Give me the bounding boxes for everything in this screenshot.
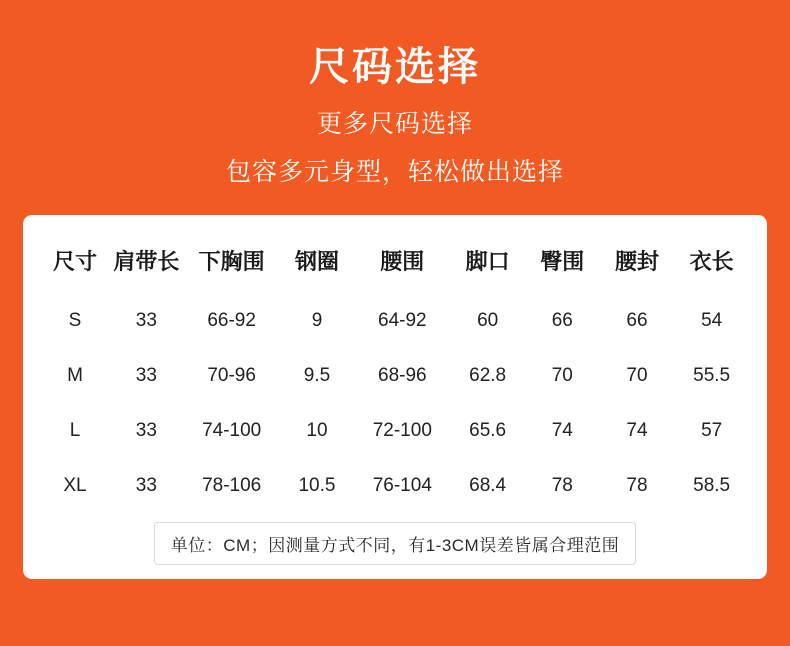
cell-underbust: 74-100 [202,420,262,441]
cell-underbust: 66-92 [207,310,256,331]
column-header-size: 尺寸 [52,249,97,274]
cell-strap-length: 33 [135,310,157,331]
cell-waist: 68-96 [378,365,427,386]
cell-underwire: 10 [306,420,328,441]
column-header-leg-opening: 脚口 [465,249,510,274]
table-header-row [41,231,749,294]
cell-waist-seal: 78 [626,475,648,496]
size-table-card [23,215,767,579]
column-header-waist-seal: 腰封 [614,249,659,274]
cell-waist: 72-100 [372,420,432,441]
cell-strap-length: 33 [135,475,157,496]
measurement-note: 单位：CM；因测量方式不同，有1-3CM误差皆属合理范围 [154,522,636,565]
cell-leg-opening: 68.4 [469,475,507,496]
column-header-hip: 臀围 [540,249,585,274]
cell-strap-length: 33 [135,420,157,441]
column-header-strap-length: 肩带长 [113,249,180,274]
size-table-header [41,231,749,294]
column-header-waist: 腰围 [380,249,425,274]
cell-size: S [68,310,82,331]
column-header-underwire: 钢圈 [294,249,339,274]
cell-waist-seal: 74 [626,420,648,441]
cell-waist-seal: 70 [626,365,648,386]
cell-waist: 76-104 [372,475,432,496]
cell-underwire: 10.5 [298,475,336,496]
measurement-note-wrapper [41,516,749,565]
table-row [41,459,749,514]
cell-hip: 66 [551,310,573,331]
cell-size: M [67,365,83,386]
cell-hip: 74 [551,420,573,441]
page-subtitle-primary: 更多尺码选择 [316,110,473,138]
cell-length: 54 [701,310,723,331]
cell-hip: 78 [551,475,573,496]
table-row [41,294,749,349]
cell-underbust: 70-96 [207,365,256,386]
size-table-body [41,294,749,514]
cell-underwire: 9.5 [303,365,331,386]
cell-underbust: 78-106 [202,475,262,496]
cell-leg-opening: 60 [477,310,499,331]
cell-size: L [69,420,81,441]
cell-length: 58.5 [693,475,731,496]
column-header-length: 衣长 [689,249,734,274]
table-row [41,404,749,459]
cell-strap-length: 33 [135,365,157,386]
cell-leg-opening: 62.8 [469,365,507,386]
size-table [41,231,749,514]
cell-waist: 64-92 [378,310,427,331]
cell-length: 57 [701,420,723,441]
cell-size: XL [63,475,87,496]
cell-leg-opening: 65.6 [469,420,507,441]
cell-waist-seal: 66 [626,310,648,331]
page-header [0,0,790,188]
cell-length: 55.5 [693,365,731,386]
cell-underwire: 9 [311,310,323,331]
cell-hip: 70 [551,365,573,386]
page-subtitle-secondary: 包容多元身型，轻松做出选择 [225,158,564,186]
table-row [41,349,749,404]
column-header-underbust: 下胸围 [198,249,265,274]
page-title: 尺码选择 [309,45,481,89]
